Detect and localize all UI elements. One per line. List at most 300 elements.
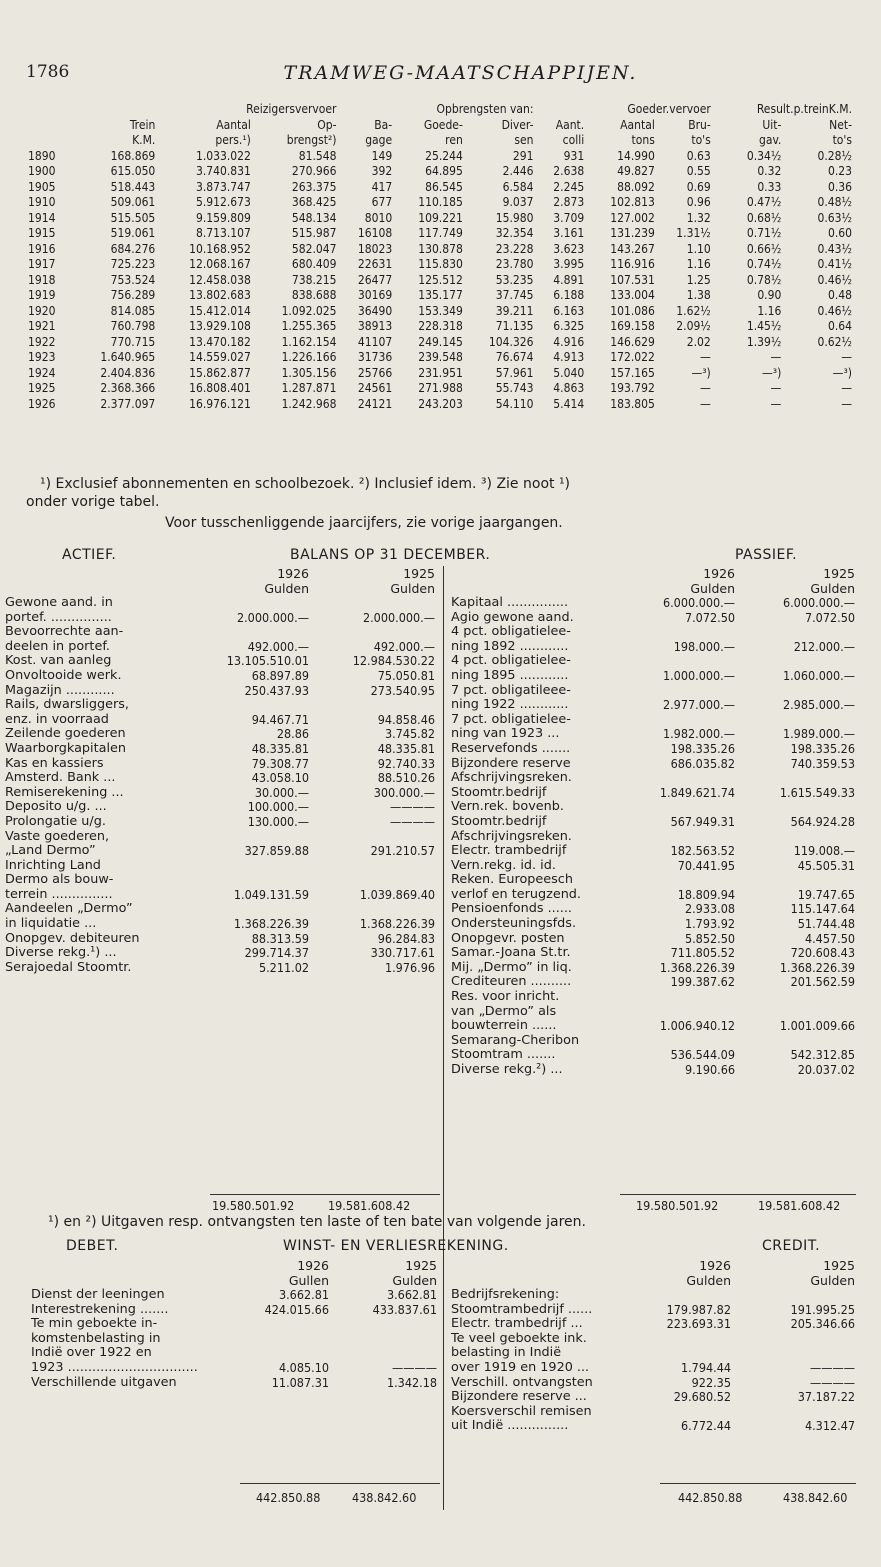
credit-amount-1926: 29.680.52	[673, 1389, 731, 1405]
passief-amount-1925: 740.359.53	[790, 755, 855, 771]
stats-value-cell: 86.545	[425, 179, 463, 194]
credit-row	[450, 1346, 856, 1361]
passief-row	[450, 669, 856, 684]
passief-amount-1926: 2.933.08	[684, 901, 735, 917]
actief-label: Kas en kassiers	[5, 755, 104, 771]
actief-row	[4, 888, 436, 903]
stats-column-subheader: ren	[445, 133, 463, 147]
actief-label: Diverse rekg.¹) ...	[5, 945, 117, 961]
passief-row	[450, 771, 856, 786]
actief-row	[4, 771, 436, 786]
stats-value-cell: 109.221	[418, 210, 463, 225]
passief-label: 7 pct. obligatileee-	[451, 682, 571, 698]
credit-row	[450, 1361, 856, 1376]
passief-row	[450, 1048, 856, 1063]
actief-label: „Land Dermo”	[5, 843, 96, 859]
stats-value-cell: 16.808.401	[189, 381, 251, 395]
stats-value-cell: 104.326	[488, 334, 534, 349]
actief-row	[4, 742, 436, 757]
passief-row	[450, 902, 856, 917]
actief-label: in liquidatie ...	[5, 916, 97, 932]
passief-amount-1925	[736, 990, 856, 1005]
stats-value-cell: 1.45½	[746, 319, 782, 333]
passief-amount-1926	[618, 625, 736, 640]
stats-value-cell: 125.512	[418, 272, 463, 287]
actief-amount-1925: 88.510.26	[377, 770, 435, 786]
passief-amount-1926: 6.000.000.—	[662, 595, 735, 610]
passief-label: 4 pct. obligatielee-	[451, 653, 571, 669]
credit-amount-1925: 37.187.22	[797, 1389, 855, 1405]
actief-row	[4, 917, 436, 932]
stats-value-cell: 3.161	[553, 226, 585, 240]
credit-amount-1925: 205.346.66	[790, 1316, 855, 1332]
actief-row	[4, 932, 436, 947]
passief-row	[450, 654, 856, 669]
actief-label: Serajoedal Stoomtr.	[5, 959, 132, 975]
passief-amount-1925	[736, 830, 856, 845]
credit-amount-1925: ————	[810, 1359, 855, 1375]
stats-year-cell: 1910	[28, 195, 56, 209]
credit-amount-1926	[616, 1405, 732, 1420]
stats-value-cell: 838.688	[291, 288, 337, 302]
stats-value-cell: 615.050	[110, 164, 156, 178]
stats-value-cell: 5.912.673	[195, 195, 251, 209]
stats-value-cell: 684.276	[110, 241, 156, 256]
passief-amount-1925: 1.368.226.39	[779, 959, 855, 975]
winst-title: WINST- EN VERLIESREKENING.	[283, 1238, 509, 1254]
winst-credit-label: CREDIT.	[762, 1238, 821, 1254]
actief-amount-1925: ————	[390, 799, 435, 815]
actief-amount-1925: 1.368.226.39	[359, 916, 435, 932]
passief-amount-1925	[736, 1034, 856, 1049]
passief-amount-1925	[736, 771, 856, 786]
passief-amount-1925: 1.615.549.33	[779, 784, 855, 800]
actief-amount-1926: 1.368.226.39	[233, 916, 309, 932]
passief-row	[450, 873, 856, 888]
passief-amount-1925: 20.037.02	[797, 1062, 855, 1077]
stats-row	[26, 304, 854, 320]
passief-amount-1926: 1.793.92	[684, 916, 735, 932]
passief-amount-1925: 198.335.26	[790, 740, 855, 756]
credit-amount-1925	[732, 1346, 856, 1361]
stats-value-cell: 31736	[357, 350, 393, 364]
actief-amount-1925: 330.717.61	[370, 945, 435, 961]
actief-row	[4, 786, 436, 801]
stats-row	[26, 242, 854, 258]
debet-amount-1925	[330, 1317, 438, 1332]
actief-amount-1926: 94.467.71	[251, 711, 309, 727]
actief-amount-1926	[202, 830, 310, 845]
stats-value-cell: 1.62½	[676, 303, 711, 318]
stats-value-cell: 1.25	[686, 272, 711, 287]
stats-value-cell: 36490	[357, 303, 393, 318]
actief-row	[4, 684, 436, 699]
debet-amount-1925: 3.662.81	[386, 1287, 437, 1302]
stats-value-cell: 25766	[357, 365, 393, 380]
stats-value-cell: 9.037	[502, 195, 534, 209]
stats-value-cell: 169.158	[610, 319, 655, 333]
stats-year-cell: 1921	[28, 319, 56, 333]
stats-value-cell: 0.46½	[817, 272, 852, 287]
winst-debet-table	[30, 1258, 438, 1390]
stats-column-subheader: gav.	[758, 133, 782, 147]
passief-amount-1925: 1.001.009.66	[779, 1018, 855, 1034]
passief-label: Diverse rekg.²) ...	[451, 1062, 563, 1077]
stats-value-cell: 0.47½	[746, 195, 782, 209]
actief-year-1925: 1925	[403, 566, 435, 581]
stats-row	[26, 226, 854, 242]
credit-row	[450, 1405, 856, 1420]
actief-amount-1926	[202, 698, 310, 713]
stats-column-subheader: pers.¹)	[215, 133, 251, 147]
winst-credit-table	[450, 1258, 856, 1434]
actief-amount-1925: 48.335.81	[377, 740, 435, 756]
passief-row	[450, 961, 856, 976]
stats-value-cell: 127.002	[610, 210, 655, 225]
passief-total-1925: 19.581.608.42	[758, 1198, 841, 1213]
stats-note: Voor tusschenliggende jaarcijfers, zie vorige jaargangen.	[165, 515, 563, 531]
stats-column-header: Diver-	[501, 117, 534, 132]
stats-value-cell: 18023	[357, 241, 393, 256]
stats-value-cell: 41107	[357, 334, 393, 349]
credit-row	[450, 1376, 856, 1391]
actief-row	[4, 654, 436, 669]
credit-row	[450, 1419, 856, 1434]
passief-amount-1926: 1.849.621.74	[659, 784, 735, 800]
stats-value-cell: 71.135	[495, 319, 534, 333]
stats-value-cell: 102.813	[610, 195, 655, 209]
credit-amount-1926: 223.693.31	[666, 1316, 731, 1332]
actief-label: Inrichting Land	[5, 857, 101, 873]
passief-amount-1926: 198.000.—	[673, 638, 735, 654]
passief-year-1925: 1925	[823, 566, 855, 581]
stats-value-cell: 0.33	[757, 179, 782, 194]
actief-label: Aandeelen „Dermo”	[5, 901, 133, 917]
actief-amount-1926: 130.000.—	[247, 813, 309, 829]
stats-value-cell: 0.63	[686, 148, 711, 163]
stats-row	[26, 319, 854, 335]
credit-label: Bedrijfsrekening:	[451, 1287, 560, 1302]
passief-amount-1925: 720.608.43	[790, 945, 855, 961]
passief-amount-1925: 1.989.000.—	[782, 726, 855, 742]
stats-row	[26, 335, 854, 351]
stats-year-cell: 1905	[28, 179, 56, 194]
stats-value-cell: 76.674	[495, 350, 534, 364]
stats-value-cell: 0.64	[827, 319, 852, 333]
passief-row	[450, 946, 856, 961]
credit-amount-1925	[732, 1332, 856, 1347]
debet-amount-1926: 3.662.81	[278, 1287, 329, 1302]
actief-row	[4, 757, 436, 772]
passief-amount-1925	[736, 654, 856, 669]
passief-row	[450, 990, 856, 1005]
passief-label: Stoomtr.bedrijf	[451, 784, 547, 800]
stats-value-cell: 2.446	[502, 164, 534, 178]
stats-value-cell: 193.792	[610, 381, 655, 395]
stats-value-cell: 5.414	[553, 396, 585, 411]
actief-amount-1926	[202, 596, 310, 611]
stats-value-cell: 30169	[357, 288, 393, 302]
credit-row	[450, 1332, 856, 1347]
actief-label: Gewone aand. in	[5, 595, 113, 610]
debet-label: komstenbelasting in	[31, 1330, 161, 1346]
statistics-table	[26, 102, 854, 412]
debet-amount-1926: 11.087.31	[271, 1374, 329, 1390]
actief-amount-1925: 96.284.83	[377, 930, 435, 946]
stats-value-cell: 53.235	[495, 272, 534, 287]
actief-row	[4, 946, 436, 961]
balans-actief-table	[4, 566, 436, 975]
actief-amount-1926: 30.000.—	[254, 784, 309, 800]
credit-amount-1925	[732, 1405, 856, 1420]
stats-value-cell: 2.638	[553, 164, 585, 178]
stats-value-cell: 4.913	[553, 350, 585, 364]
stats-value-cell: 2.09½	[676, 319, 711, 333]
actief-label: terrein ...............	[5, 886, 113, 902]
passief-label: Kapitaal ...............	[451, 595, 569, 610]
stats-row	[26, 381, 854, 397]
credit-row	[450, 1303, 856, 1318]
stats-column-subheader: brengst²)	[286, 133, 337, 147]
stats-year-cell: 1920	[28, 303, 56, 318]
actief-label: Waarborgkapitalen	[5, 740, 126, 756]
passief-amount-1925: 45.505.31	[797, 857, 855, 873]
stats-value-cell: 1.092.025	[281, 303, 337, 318]
actief-row	[4, 844, 436, 859]
stats-year-cell: 1915	[28, 226, 56, 240]
passief-label: Reken. Europeesch	[451, 872, 573, 888]
actief-label: Dermo als bouw-	[5, 872, 114, 888]
passief-amount-1926	[618, 1034, 736, 1049]
stats-value-cell: —³)	[691, 365, 711, 380]
actief-row	[4, 713, 436, 728]
stats-value-cell: 0.48½	[817, 195, 852, 209]
debet-amount-1925: 1.342.18	[386, 1374, 437, 1390]
stats-value-cell: 26477	[357, 272, 393, 287]
actief-label: Zeilende goederen	[5, 726, 126, 742]
stats-column-subheader: colli	[562, 133, 585, 147]
credit-amount-1926: 179.987.82	[666, 1301, 731, 1317]
stats-column-header: Net-	[829, 117, 852, 132]
passief-row	[450, 698, 856, 713]
actief-label: Kost. van aanleg	[5, 653, 112, 669]
stats-value-cell: 183.805	[610, 396, 655, 411]
balans-actief-label: ACTIEF.	[62, 547, 117, 563]
stats-value-cell: 0.23	[827, 164, 852, 178]
stats-value-cell: —³)	[762, 365, 782, 380]
stats-value-cell: 0.55	[686, 164, 711, 178]
stats-value-cell: —	[770, 350, 782, 364]
stats-value-cell: —	[841, 350, 852, 364]
credit-label: Stoomtrambedrijf ......	[451, 1301, 593, 1317]
stats-value-cell: 6.163	[553, 303, 585, 318]
stats-row	[26, 164, 854, 180]
group-result: Result.p.treinK.M.	[756, 102, 852, 116]
actief-label: Onvoltooide werk.	[5, 667, 122, 683]
actief-amount-1926: 88.313.59	[251, 930, 309, 946]
passief-amount-1926	[618, 873, 736, 888]
stats-value-cell: 3.623	[553, 241, 585, 256]
passief-amount-1926	[618, 830, 736, 845]
stats-value-cell: 249.145	[418, 334, 463, 349]
debet-year-1926: 1926	[297, 1258, 329, 1273]
stats-value-cell: 243.203	[418, 396, 463, 411]
debet-unit-1925: Gulden	[392, 1273, 437, 1288]
actief-row	[4, 727, 436, 742]
stats-value-cell: 25.244	[425, 148, 463, 163]
debet-row	[30, 1346, 438, 1361]
credit-label: Koersverschil remisen	[451, 1403, 592, 1419]
passief-amount-1925: 201.562.59	[790, 974, 855, 990]
stats-year-cell: 1890	[28, 148, 56, 163]
group-opbrengsten: Opbrengsten van:	[436, 102, 534, 116]
credit-label: belasting in Indië	[451, 1345, 562, 1361]
stats-row	[26, 273, 854, 289]
stats-value-cell: 32.354	[495, 226, 534, 240]
stats-value-cell: 291	[512, 148, 534, 163]
stats-value-cell: 37.745	[495, 288, 534, 302]
stats-row	[26, 288, 854, 304]
actief-unit-1926: Gulden	[264, 581, 309, 596]
passief-label: Res. voor inricht.	[451, 989, 560, 1005]
stats-value-cell: 0.32	[757, 164, 782, 178]
debet-row	[30, 1288, 438, 1303]
stats-value-cell: 1.10	[686, 241, 711, 256]
passief-amount-1926	[618, 1005, 736, 1020]
stats-value-cell: 6.188	[553, 288, 585, 302]
credit-amount-1926	[616, 1332, 732, 1347]
stats-value-cell: 115.830	[418, 257, 463, 271]
passief-label: Afschrijvingsreken.	[451, 828, 572, 844]
passief-amount-1926	[618, 771, 736, 786]
credit-row	[450, 1390, 856, 1405]
stats-value-cell: 680.409	[291, 257, 337, 271]
stats-value-cell: 54.110	[495, 396, 534, 411]
stats-year-cell: 1925	[28, 381, 56, 395]
passief-label: bouwterrein ......	[451, 1018, 557, 1034]
actief-label: enz. in voorraad	[5, 711, 109, 727]
stats-value-cell: 1.033.022	[195, 148, 251, 163]
stats-row	[26, 211, 854, 227]
passief-amount-1926: 1.368.226.39	[659, 959, 735, 975]
stats-value-cell: 271.988	[418, 381, 463, 395]
passief-label: Stoomtram .......	[451, 1047, 556, 1063]
actief-amount-1926: 5.211.02	[258, 959, 309, 975]
debet-total-1926: 442.850.88	[256, 1490, 321, 1505]
stats-value-cell: 0.36	[827, 179, 852, 194]
stats-value-cell: 38913	[357, 319, 393, 333]
passief-row	[450, 1063, 856, 1078]
stats-value-cell: —	[841, 396, 852, 411]
stats-value-cell: 0.71½	[746, 226, 782, 240]
stats-column-header: Op-	[317, 117, 337, 132]
actief-amount-1925	[310, 902, 436, 917]
passief-amount-1926	[618, 713, 736, 728]
stats-value-cell: 16108	[357, 226, 393, 240]
credit-total-1925: 438.842.60	[783, 1490, 848, 1505]
passief-amount-1925: 6.000.000.—	[782, 595, 855, 610]
credit-label: over 1919 en 1920 ...	[451, 1359, 590, 1375]
stats-value-cell: 101.086	[610, 303, 655, 318]
credit-amount-1926: 6.772.44	[680, 1418, 731, 1434]
actief-amount-1925: 1.039.869.40	[359, 886, 435, 902]
stats-value-cell: 55.743	[495, 381, 534, 395]
stats-value-cell: 0.90	[757, 288, 782, 302]
group-reizigersvervoer: Reizigersvervoer	[246, 102, 337, 116]
debet-label: Verschillende uitgaven	[31, 1374, 177, 1390]
stats-value-cell: 5.040	[553, 365, 585, 380]
passief-amount-1926	[618, 990, 736, 1005]
stats-column-header: Aantal	[620, 117, 655, 132]
passief-amount-1926: 1.000.000.—	[662, 667, 735, 683]
stats-value-cell: 149	[371, 148, 393, 163]
stats-value-cell: 2.404.836	[100, 365, 156, 380]
debet-amount-1926	[230, 1332, 330, 1347]
actief-amount-1925: 2.000.000.—	[362, 609, 435, 625]
actief-row	[4, 669, 436, 684]
stats-value-cell: 64.895	[425, 164, 463, 178]
passief-label: Vern.rek. bovenb.	[451, 799, 564, 815]
stats-value-cell: 515.987	[291, 226, 337, 240]
debet-label: Dienst der leeningen	[31, 1287, 165, 1302]
stats-value-cell: 0.63½	[817, 210, 852, 225]
debet-row	[30, 1332, 438, 1347]
passief-label: ning van 1923 ...	[451, 726, 560, 742]
passief-label: verlof en terugzend.	[451, 886, 581, 902]
stats-year-cell: 1922	[28, 334, 56, 349]
stats-value-cell: 3.740.831	[195, 164, 251, 178]
debet-year-1925: 1925	[405, 1258, 437, 1273]
stats-value-cell: 23.228	[495, 241, 534, 256]
actief-label: Rails, dwarsliggers,	[5, 697, 129, 713]
passief-amount-1926: 18.809.94	[677, 886, 735, 902]
running-title: TRAMWEG-MAATSCHAPPIJEN.	[283, 62, 638, 84]
winst-debet-label: DEBET.	[66, 1238, 119, 1254]
stats-year-cell: 1918	[28, 272, 56, 287]
stats-value-cell: 3.873.747	[195, 179, 251, 194]
actief-amount-1926: 100.000.—	[247, 799, 309, 815]
passief-row	[450, 640, 856, 655]
stats-value-cell: 133.004	[610, 288, 655, 302]
credit-year-1925: 1925	[823, 1258, 855, 1273]
stats-footnote-line-2: onder vorige tabel.	[26, 494, 160, 510]
passief-amount-1926: 9.190.66	[684, 1062, 735, 1077]
credit-label: Verschill. ontvangsten	[451, 1374, 593, 1390]
passief-unit-1926: Gulden	[690, 581, 735, 596]
actief-amount-1926	[202, 625, 310, 640]
passief-label: Crediteuren ..........	[451, 974, 572, 990]
actief-amount-1925: 92.740.33	[377, 755, 435, 771]
stats-value-cell: 1.640.965	[100, 350, 156, 364]
actief-amount-1925: 1.976.96	[384, 959, 435, 975]
passief-amount-1925	[736, 1005, 856, 1020]
passief-label: ning 1892 ............	[451, 638, 569, 654]
stats-value-cell: 1.39½	[746, 334, 782, 349]
actief-label: Amsterd. Bank ...	[5, 770, 116, 786]
passief-amount-1926: 182.563.52	[670, 843, 735, 859]
stats-column-header: Uit-	[762, 117, 782, 132]
actief-label: portef. ...............	[5, 609, 112, 625]
actief-amount-1926: 13.105.510.01	[226, 653, 309, 669]
actief-amount-1925	[310, 698, 436, 713]
actief-amount-1926	[202, 873, 310, 888]
stats-value-cell: —	[770, 396, 782, 411]
stats-column-subheader: tons	[631, 133, 655, 147]
stats-column-header-2	[26, 133, 854, 149]
stats-value-cell: 3.995	[553, 257, 585, 271]
stats-value-cell: 1.162.154	[281, 334, 337, 349]
stats-value-cell: 0.66½	[746, 241, 782, 256]
